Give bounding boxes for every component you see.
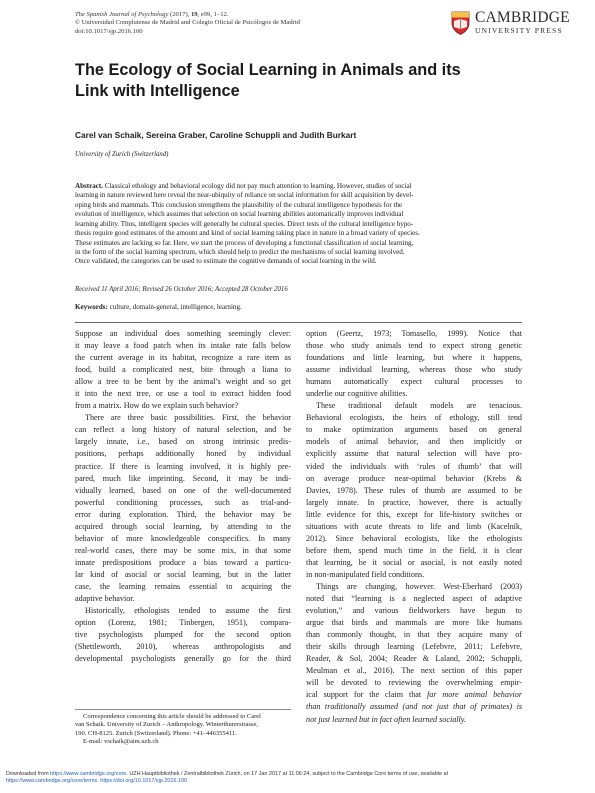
- body-line: the current average in its habitat, recognize a rare item as: [75, 353, 291, 363]
- body-line: adaptive behavior.: [75, 594, 135, 604]
- body-line: food, build a complicated nest, bite through a liana to: [75, 365, 291, 375]
- body-line: on average produce near-optimal behavior (Krebs &: [306, 473, 522, 483]
- footer-line: https://www.cambridge.org/core/terms. https://doi.org/10.1017/sjp.2016.100: [6, 778, 188, 785]
- body-line: vidually learned, based on one of the well-documented: [75, 485, 291, 495]
- keywords-text: culture, domain-general, intelligence, learning.: [107, 303, 242, 311]
- body-line: than commonly thought, in that they acquire many of: [306, 630, 522, 640]
- abstract-line: learning in nature reviewed here reveal the near-ubiquity of reliance on social information for skill acquisition by devel-: [75, 191, 414, 200]
- doi-link[interactable]: https://doi.org/10.1017/sjp.2016.100: [100, 778, 188, 785]
- doi-line: doi:10.1017/sjp.2016.100: [75, 27, 143, 35]
- body-line: tive psychologists plumped for the second option: [75, 630, 291, 640]
- body-line: underlie our cognitive abilities.: [306, 389, 408, 399]
- body-line: Behavioral ecologists, the heirs of ethology, still tend: [306, 413, 522, 423]
- body-line: not just learned but in fact often learned socially.: [306, 714, 466, 724]
- correspondence-footnote: [75, 713, 291, 747]
- section-divider: [75, 322, 522, 323]
- abstract-line: oping birds and mammals. This conclusion strengthens the plausibility of the cultural intelligence hypothesis for the: [75, 200, 403, 209]
- volume: 19: [190, 11, 198, 18]
- logo-subbrand: UNIVERSITY PRESS: [475, 26, 563, 35]
- body-line: humans automatically expect cultural processes to: [306, 377, 522, 387]
- citation-line: [75, 11, 300, 19]
- year: (2017),: [168, 11, 191, 18]
- abstract-label: Abstract.: [75, 182, 103, 190]
- body-line: little evidence for this, except for life-history switches or: [306, 509, 522, 519]
- body-line: option (Geertz, 1973; Tomasello, 1999). Notice that: [306, 329, 522, 338]
- submission-dates: Received 11 April 2016; Revised 26 October 2016; Accepted 28 October 2016: [75, 286, 288, 293]
- terms-link[interactable]: https://www.cambridge.org/core/terms: [6, 778, 98, 785]
- body-line: Historically, ethologists tended to assume the first: [85, 606, 291, 616]
- copyright-line: © Universidad Complutense de Madrid and Colegio Oficial de Psicólogos de Madrid: [75, 19, 300, 27]
- body-line: argue that birds and mammals are more like humans: [306, 618, 522, 628]
- body-line: in non-manipulated field conditions.: [306, 569, 425, 579]
- download-footer: [6, 771, 591, 785]
- body-line: it may leave a food patch when its intake rate falls below: [75, 341, 291, 351]
- footnote-line: E-mail: vschaik@aim.uzh.ch: [83, 738, 159, 746]
- body-line: largely innate. In practice, however, there is actually: [306, 497, 522, 507]
- body-line: before them, spend much time in the field, it is clear: [306, 545, 522, 555]
- affiliation: University of Zurich (Switzerland): [75, 151, 169, 158]
- body-line: from a matrix. How do we explain such behavior?: [75, 401, 239, 411]
- journal-name: The Spanish Journal of Psychology: [75, 11, 169, 18]
- body-line: (Shettleworth, 2010), whereas anthropologists and: [75, 642, 291, 652]
- body-line: 2012). Since behavioral ecologists, like the ethologists: [306, 533, 522, 543]
- cambridge-core-link[interactable]: https://www.cambridge.org/core: [50, 771, 127, 777]
- body-line: than traditionally assumed (and not just that of primates) is: [306, 702, 522, 712]
- abstract: [75, 182, 522, 267]
- body-line: it into the next tree, or use a tool to extract hidden food: [75, 389, 291, 399]
- body-line: noted that “learning is a neglected aspect of adaptive: [306, 594, 522, 604]
- abstract-line: Abstract. Classical ethology and behavioral ecology did not pay much attention to learning. However, studies of social: [75, 182, 412, 190]
- body-line: can reflect a long history of natural selection, and be: [75, 425, 291, 435]
- body-line: positions, perhaps additionally honed by individual: [75, 449, 291, 459]
- footnote-line: van Schaik. University of Zurich – Anthropology. Winterthurerstrasse,: [75, 721, 258, 729]
- body-line: ical support for the claim that far more animal behavior: [306, 690, 522, 700]
- body-column-left: [75, 328, 291, 665]
- body-line: These traditional default models are tenacious.: [316, 401, 522, 411]
- body-column-right: [306, 328, 522, 726]
- body-line: case, the learning remains essential to acquiring the: [75, 581, 291, 591]
- body-line: Meulman et al., 2016). The next section of this paper: [306, 666, 522, 676]
- body-line: explicitly assume that natural selection will have pro-: [306, 449, 522, 459]
- body-line: Suppose an individual does something seemingly clever:: [75, 329, 291, 338]
- footnote-rule: [75, 709, 291, 710]
- body-line: acquired through social learning, by attending to the: [75, 521, 291, 531]
- body-line: Reader, & Sol, 2004; Reader & Laland, 2002; Schuppli,: [306, 654, 522, 664]
- body-line: developmental psychologists generally go for the third: [75, 654, 291, 664]
- body-line: largely innate, i.e., based on strong intrinsic predis-: [75, 437, 291, 447]
- shield-icon: [451, 11, 470, 35]
- body-line: option (Lorenz, 1981; Tinbergen, 1951), compara-: [75, 618, 291, 628]
- footnote-line: Correspondence concerning this article should be addressed to Carel: [83, 713, 261, 720]
- body-line: those who study animals tend to expect strong genetic: [306, 341, 522, 351]
- body-line: allow a tree to be bent by the animal’s weight and so get: [75, 377, 291, 387]
- logo-brand: CAMBRIDGE: [475, 9, 570, 26]
- abstract-line: in the form of the social learning spectrum, which should help to predict the mechanisms of social learning involved.: [75, 247, 405, 256]
- footer-line: Downloaded from https://www.cambridge.org/core. UZH Hauptbibliothek / Zentralbibliothek Zürich, on 17 Jan 2017 at 11:06:24, subject to the Cambridge Core terms of use, available at: [6, 771, 449, 777]
- pages: , e99, 1–12.: [197, 11, 229, 18]
- body-line: will be devoted to reviewing the overwhelming empir-: [306, 678, 522, 688]
- abstract-line: These estimates are lacking so far. Here, we start the process of developing a functional classification of social learning,: [75, 238, 414, 247]
- body-line: to make optimization arguments based on general: [306, 425, 522, 435]
- body-line: situations with acute threats to life and limb (Kacelnik,: [306, 521, 522, 531]
- body-line: innate predispositions produce a bias toward a particu-: [75, 557, 291, 567]
- body-line: pared, much like imprinting. Second, it may be indi-: [75, 473, 291, 483]
- footnote-line: 190. CH-8125. Zurich (Switzerland). Phone: +41–446355411.: [75, 729, 237, 737]
- body-line: that learning, be it social or asocial, is not easily noted: [306, 557, 522, 567]
- emphasis-text: far more animal behavior: [427, 690, 522, 700]
- body-line: There are three basic possibilities. First, the behavior: [85, 413, 291, 423]
- keywords: [75, 303, 242, 311]
- body-line: error during exploration. Third, the behavior may be: [75, 509, 291, 519]
- body-line: their skills through learning (Lefebvre, 2011; Lefebvre,: [306, 642, 522, 652]
- body-line: real-world cases, there may be some mix, in that some: [75, 545, 291, 555]
- abstract-line: evolution of intelligence, which assumes that selection on social learning abilities automatically improves individual: [75, 210, 404, 219]
- body-line: Davies, 1978). These rules of thumb are assumed to be: [306, 485, 522, 495]
- body-line: assume individual learning, whereas those who study: [306, 365, 522, 375]
- body-line: vided the individuals with ‘rules of thumb’ that will: [306, 461, 522, 471]
- running-header: [75, 11, 300, 36]
- cambridge-logo: [451, 9, 571, 39]
- abstract-line: learning ability. Thus, intelligent species will generally be cultural species. Direct tests of the cultural intelligence hypo-: [75, 219, 414, 228]
- abstract-line: thesis require good estimates of the amount and kind of social learning taking place in nature in a broad variety of species.: [75, 229, 420, 238]
- body-line: behavior of more knowledgeable conspecifics. In many: [75, 533, 291, 543]
- body-line: evolution,” and various fieldworkers have begun to: [306, 606, 522, 616]
- body-line: powerful conditioning processes, such as trial-and-: [75, 497, 291, 507]
- article-title: The Ecology of Social Learning in Animals and its Link with Intelligence: [75, 61, 461, 100]
- author-list: Carel van Schaik, Sereina Graber, Caroline Schuppli and Judith Burkart: [75, 130, 357, 140]
- body-line: practice. If there is learning involved, it is highly pre-: [75, 461, 291, 471]
- body-line: foundations and little learning, but where it happens,: [306, 353, 522, 363]
- body-line: models of animal behavior, and then implicitly or: [306, 437, 522, 447]
- keywords-label: Keywords:: [75, 303, 108, 311]
- abstract-line: Once validated, the categories can be used to estimate the cognitive demands of social learning in the wild.: [75, 257, 377, 266]
- body-line: lar kind of asocial or social learning, but in the latter: [75, 569, 291, 579]
- body-line: Things are changing, however. West-Eberhard (2003): [316, 581, 522, 591]
